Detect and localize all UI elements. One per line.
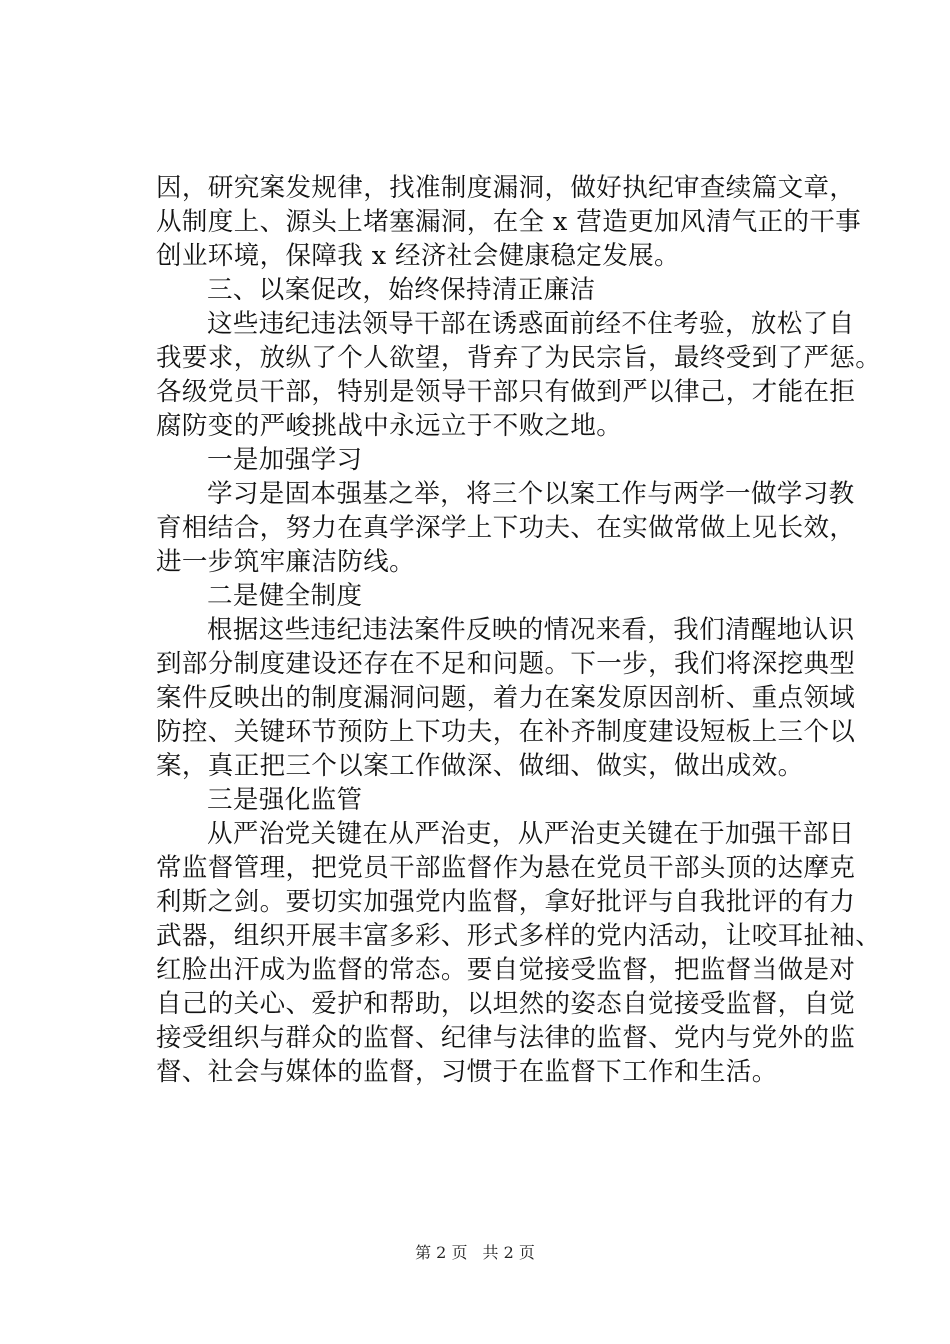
page-footer bbox=[0, 1241, 950, 1265]
text-line: 防控、关键环节预防上下功夫，在补齐制度建设短板上三个以 bbox=[156, 717, 856, 747]
page-number: 第 2 页 bbox=[415, 1243, 468, 1262]
document-body bbox=[156, 171, 882, 1089]
text-line: 腐防变的严峻挑战中永远立于不败之地。 bbox=[156, 411, 623, 441]
page-total: 共 2 页 bbox=[482, 1243, 535, 1262]
text-line: 从严治党关键在从严治吏，从严治吏关键在于加强干部日 bbox=[207, 819, 855, 849]
text-line: 利斯之剑。要切实加强党内监督，拿好批评与自我批评的有力 bbox=[156, 887, 856, 917]
text-line: 二是健全制度 bbox=[207, 581, 363, 611]
text-line: 三是强化监管 bbox=[207, 785, 363, 815]
text-line: 督、社会与媒体的监督，习惯于在监督下工作和生活。 bbox=[156, 1057, 778, 1087]
text-line: 学习是固本强基之举，将三个以案工作与两学一做学习教 bbox=[207, 479, 855, 509]
text-line: 从制度上、源头上堵塞漏洞，在全 x 营造更加风清气正的干事 bbox=[156, 207, 862, 237]
text-line: 案，真正把三个以案工作做深、做细、做实，做出成效。 bbox=[156, 751, 804, 781]
text-line: 我要求，放纵了个人欲望，背弃了为民宗旨，最终受到了严惩。 bbox=[156, 343, 882, 373]
text-line: 因，研究案发规律，找准制度漏洞，做好执纪审查续篇文章， bbox=[156, 173, 856, 203]
text-line: 各级党员干部，特别是领导干部只有做到严以律己，才能在拒 bbox=[156, 377, 856, 407]
text-line: 武器，组织开展丰富多彩、形式多样的党内活动，让咬耳扯袖、 bbox=[156, 921, 882, 951]
text-line: 到部分制度建设还存在不足和问题。下一步，我们将深挖典型 bbox=[156, 649, 856, 679]
text-line: 常监督管理，把党员干部监督作为悬在党员干部头顶的达摩克 bbox=[156, 853, 856, 883]
text-line: 案件反映出的制度漏洞问题，着力在案发原因剖析、重点领域 bbox=[156, 683, 856, 713]
text-line: 创业环境，保障我 x 经济社会健康稳定发展。 bbox=[156, 241, 680, 271]
text-line: 红脸出汗成为监督的常态。要自觉接受监督，把监督当做是对 bbox=[156, 955, 856, 985]
text-line: 自己的关心、爱护和帮助，以坦然的姿态自觉接受监督，自觉 bbox=[156, 989, 856, 1019]
text-line: 育相结合，努力在真学深学上下功夫、在实做常做上见长效， bbox=[156, 513, 856, 543]
text-line: 一是加强学习 bbox=[207, 445, 363, 475]
text-line: 三、以案促改，始终保持清正廉洁 bbox=[207, 275, 596, 305]
text-line: 根据这些违纪违法案件反映的情况来看，我们清醒地认识 bbox=[207, 615, 855, 645]
text-line: 进一步筑牢廉洁防线。 bbox=[156, 547, 416, 577]
text-line: 这些违纪违法领导干部在诱惑面前经不住考验，放松了自 bbox=[207, 309, 855, 339]
text-line: 接受组织与群众的监督、纪律与法律的监督、党内与党外的监 bbox=[156, 1023, 856, 1053]
